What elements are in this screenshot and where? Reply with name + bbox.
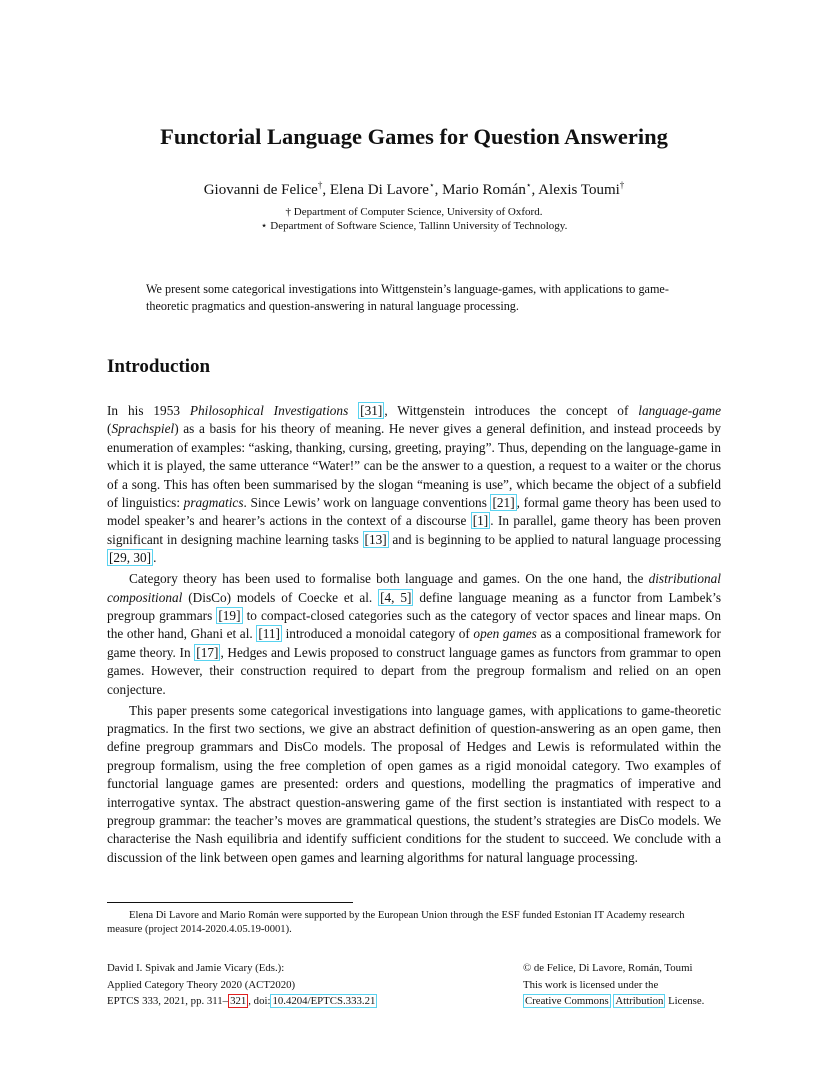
citation-link[interactable]: [13] bbox=[364, 531, 387, 547]
affiliation-mark: ⋆ bbox=[428, 180, 435, 190]
citation-link[interactable]: [29, 30] bbox=[109, 550, 152, 566]
text-run: as a compositional framework for game theory. In bbox=[107, 626, 721, 660]
text-run bbox=[348, 403, 358, 418]
text-run: , formal game theory has been used to model speaker’s and hearer’s actions in the context of a discourse bbox=[107, 495, 721, 529]
emphasis: distributional compositional bbox=[107, 571, 721, 605]
license-suffix: License. bbox=[665, 995, 705, 1007]
author-name: Elena Di Lavore bbox=[329, 182, 429, 198]
creative-commons-link[interactable]: Creative Commons bbox=[525, 995, 609, 1007]
citation-link[interactable]: [19] bbox=[218, 607, 241, 623]
citation-link[interactable]: [4, 5] bbox=[380, 589, 412, 605]
text-run: define language meaning as a functor from Lambek’s pregroup grammars bbox=[107, 589, 721, 623]
paragraph bbox=[107, 570, 721, 699]
text-run: In his 1953 bbox=[107, 403, 190, 418]
abstract: We present some categorical investigations into Wittgenstein’s language-games, with applications to game-theoretic pragmatics and question-answering in natural language processing. bbox=[146, 282, 669, 313]
paragraph bbox=[107, 702, 721, 868]
author-separator: , bbox=[322, 182, 330, 198]
author-name: Alexis Toumi bbox=[538, 182, 620, 198]
pages-text: EPTCS 333, 2021, pp. 311– bbox=[107, 995, 229, 1007]
emphasis: pragmatics bbox=[183, 495, 244, 511]
section-heading-introduction: Introduction bbox=[107, 356, 211, 377]
text-run: This paper presents some categorical investigations into language games, with applications to game-theoretic pragmatics. In the first two sections, we give an abstract definition of question-answering as an open game, then define pregroup grammars and DisCo models. The proposal of Hedges and Lewis is reformulated within the pregroup formalism, using the free completion of open games as a rigid monoidal category. Two examples of functorial language games are presented: orders and questions, modelling the pragmatics of imperative and interrogative syntax. The abstract question-answering game of the first section is instantiated with respect to a pregroup grammar: the teacher’s moves are grammatical questions, the student’s strategies are DisCo models. We characterise the Nash equilibria and identify sufficient conditions for the student to succeed. We conclude with a discussion of the link between open games and learning algorithms for natural language processing. bbox=[107, 702, 721, 865]
emphasis: Sprachspiel bbox=[111, 421, 175, 437]
citation-link[interactable]: [1] bbox=[472, 513, 489, 529]
conference-line: Applied Category Theory 2020 (ACT2020) bbox=[107, 978, 296, 991]
author-list bbox=[0, 180, 828, 199]
author-name: Giovanni de Felice bbox=[203, 182, 318, 198]
doi-prefix: , doi: bbox=[248, 995, 271, 1007]
eptcs-line bbox=[107, 993, 427, 1010]
affiliation-mark: † bbox=[317, 180, 323, 190]
license-line: This work is licensed under the bbox=[523, 978, 659, 991]
affiliation-mark: † bbox=[619, 180, 625, 190]
citation-link[interactable]: [11] bbox=[258, 626, 280, 642]
paper-title: Functorial Language Games for Question Answering bbox=[160, 124, 668, 149]
introduction-body bbox=[107, 402, 721, 870]
text-run: . In parallel, game theory has been proven significant in designing machine learning tasks bbox=[107, 513, 721, 547]
affiliation-mark: ⋆ bbox=[525, 180, 532, 190]
footnote-rule bbox=[107, 902, 353, 903]
doi-link[interactable]: 10.4204/EPTCS.333.21 bbox=[272, 995, 376, 1007]
copyright-line: © de Felice, Di Lavore, Román, Toumi bbox=[523, 962, 693, 974]
text-run: (DisCo) models of Coecke et al. bbox=[182, 589, 379, 605]
text-run: ) as a basis for his theory of meaning. He never gives a general definition, and instead proceeds by enumeration of examples: “asking, thanking, cursing, greeting, praying”. Thus, depending on the language-game in which it is played, the same utterance “Water!” can be the answer to a question, a request to a waiter or the chorus of a song. This has often been summarised by the slogan “meaning is use”, which became the object of a subfield of linguistics: bbox=[107, 421, 721, 511]
author-separator: , bbox=[531, 182, 539, 198]
emphasis: Philosophical Investigations bbox=[189, 403, 349, 418]
text-run: introduced a monoidal category of bbox=[282, 626, 474, 642]
funding-footnote: Elena Di Lavore and Mario Román were supported by the European Union through the ESF funded Estonian IT Academy research measure (project 2014-2020.4.05.19-0001). bbox=[107, 910, 685, 935]
citation-link[interactable]: [21] bbox=[492, 495, 515, 511]
last-page-link[interactable]: 321 bbox=[230, 995, 247, 1007]
citation-link[interactable]: [31] bbox=[360, 403, 383, 418]
license-links-line bbox=[523, 993, 743, 1010]
editors-line: David I. Spivak and Jamie Vicary (Eds.): bbox=[107, 962, 285, 974]
license-info bbox=[523, 960, 743, 1010]
emphasis: open games bbox=[473, 626, 537, 642]
author-separator: , bbox=[434, 182, 443, 198]
publication-info bbox=[107, 960, 427, 1010]
attribution-link[interactable]: Attribution bbox=[615, 995, 664, 1007]
citation-link[interactable]: [17] bbox=[196, 644, 219, 660]
text-run: ( bbox=[107, 421, 112, 437]
affiliation-tallinn: ⋆ Department of Software Science, Tallinn University of Technology. bbox=[260, 219, 568, 232]
text-run: to compact-closed categories such as the category of vector spaces and linear maps. On the other hand, Ghani et al. bbox=[107, 607, 721, 642]
text-run: Category theory has been used to formalise both language and games. On the one hand, the bbox=[129, 571, 649, 587]
text-run: and is beginning to be applied to natural language processing bbox=[388, 531, 721, 547]
author-name: Mario Román bbox=[442, 182, 526, 198]
text-run: , Hedges and Lewis proposed to construct language games as functors from grammar to open games. However, their construction required to depart from the pregroup formalism and relied on an open conjecture. bbox=[107, 644, 722, 697]
text-run: , Wittgenstein introduces the concept of bbox=[384, 403, 639, 418]
affiliation-oxford: † Department of Computer Science, University of Oxford. bbox=[285, 206, 543, 218]
text-run: . Since Lewis’ work on language conventions bbox=[243, 495, 491, 511]
emphasis: language-game bbox=[638, 403, 721, 418]
paragraph bbox=[107, 402, 721, 568]
text-run: . bbox=[153, 550, 157, 566]
affiliations bbox=[0, 206, 828, 233]
